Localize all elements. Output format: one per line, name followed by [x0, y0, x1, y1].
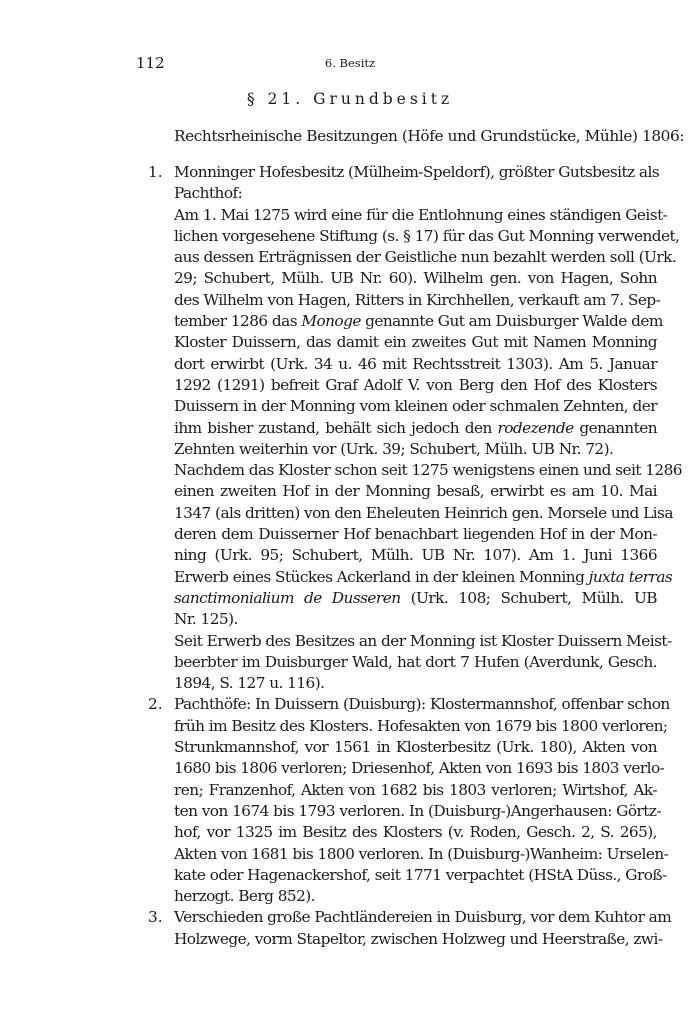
text-line: ren; Franzenhof, Akten von 1682 bis 1803 verloren; Wirtshof, Ak- — [174, 780, 657, 799]
text-line: Pachthöfe: In Duissern (Duisburg): Klostermannshof, offenbar schon — [174, 695, 670, 714]
text-segment: ihm bisher zustand, behält sich jedoch den — [174, 418, 498, 437]
text-line: 1680 bis 1806 verloren; Driesenhof, Akten von 1693 bis 1803 verlo- — [174, 759, 665, 778]
text-line: Kloster Duissern, das damit ein zweites Gut mit Namen Monning — [174, 333, 657, 352]
page-number: 112 — [136, 54, 165, 72]
text-line: des Wilhelm von Hagen, Ritters in Kirchhellen, verkauft am 7. Sep- — [174, 290, 661, 309]
text-line: 1894, S. 127 u. 116). — [174, 674, 325, 693]
italic-term: rodezende — [497, 418, 574, 437]
text-line: beerbter im Duisburger Wald, hat dort 7 Hufen (Averdunk, Gesch. — [174, 652, 657, 671]
section-title: § 21. Grundbesitz — [246, 90, 454, 108]
text-line: lichen vorgesehene Stiftung (s. § 17) für das Gut Monning verwendet, — [174, 226, 680, 245]
text-line: kate oder Hagenackershof, seit 1771 verpachtet (HStA Düss., Groß- — [174, 865, 667, 884]
chapter-heading: 6. Besitz — [324, 56, 376, 70]
list-item-number: 3. — [148, 908, 163, 927]
text-line: aus dessen Erträgnissen der Geistliche nun bezahlt werden soll (Urk. — [174, 248, 677, 267]
text-line — [174, 588, 657, 609]
text-line: Pachthof: — [174, 184, 243, 203]
list-item — [0, 162, 700, 694]
text-segment: tember 1286 das — [174, 312, 302, 331]
text-line: Verschieden große Pachtländereien in Duisburg, vor dem Kuhtor am — [174, 908, 672, 927]
text-line: Akten von 1681 bis 1800 verloren. In (Duisburg-)Wanheim: Urselen- — [174, 844, 669, 863]
text-line: Am 1. Mai 1275 wird eine für die Entlohnung eines ständigen Geist- — [174, 205, 668, 224]
running-head — [0, 54, 700, 74]
list-item — [0, 907, 700, 950]
numbered-list — [0, 162, 700, 950]
text-line: 1347 (als dritten) von den Eheleuten Heinrich gen. Morsele und Lisa — [174, 503, 673, 522]
text-line: Duissern in der Monning vom kleinen oder schmalen Zehnten, der — [174, 397, 657, 416]
text-segment: genannten — [573, 418, 657, 437]
text-segment: Erwerb eines Stückes Ackerland in der kleinen Monning — [174, 567, 589, 586]
italic-term: sanctimonialium de Dusseren — [174, 588, 401, 607]
text-line — [174, 567, 673, 588]
text-line: einen zweiten Hof in der Monning besaß, erwirbt es am 10. Mai — [174, 482, 657, 501]
text-line: Seit Erwerb des Besitzes an der Monning ist Kloster Duissern Meist- — [174, 631, 672, 650]
text-segment: genannte Gut am Duisburger Walde dem — [360, 312, 663, 331]
intro-line: Rechtsrheinische Besitzungen (Höfe und Grundstücke, Mühle) 1806: — [174, 127, 685, 145]
text-line: Monninger Hofesbesitz (Mülheim-Speldorf), größter Gutsbesitz als — [174, 163, 660, 181]
text-line: Strunkmannshof, vor 1561 in Klosterbesitz (Urk. 180), Akten von — [174, 738, 657, 757]
text-line: ning (Urk. 95; Schubert, Mülh. UB Nr. 107). Am 1. Juni 1366 — [174, 546, 657, 565]
text-line: deren dem Duisserner Hof benachbart liegenden Hof in der Mon- — [174, 525, 657, 544]
text-line: ten von 1674 bis 1793 verloren. In (Duisburg-)Angerhausen: Görtz- — [174, 801, 661, 820]
text-line: dort erwirbt (Urk. 34 u. 46 mit Rechtsstreit 1303). Am 5. Januar — [174, 354, 657, 373]
text-line — [174, 311, 663, 332]
text-line: 29; Schubert, Mülh. UB Nr. 60). Wilhelm gen. von Hagen, Sohn — [174, 269, 657, 288]
list-item-number: 2. — [148, 695, 163, 714]
text-line: Holzwege, vorm Stapeltor, zwischen Holzweg und Heerstraße, zwi- — [174, 929, 663, 948]
text-line: früh im Besitz des Klosters. Hofesakten von 1679 bis 1800 verloren; — [174, 716, 668, 735]
list-item — [0, 694, 700, 907]
text-line — [174, 418, 657, 439]
italic-term: juxta terras — [588, 567, 673, 586]
text-line: Zehnten weiterhin vor (Urk. 39; Schubert, Mülh. UB Nr. 72). — [174, 439, 614, 458]
list-item-number: 1. — [148, 163, 163, 181]
text-line: Nachdem das Kloster schon seit 1275 wenigstens einen und seit 1286 — [174, 461, 682, 480]
italic-term: Monoge — [301, 312, 361, 331]
text-line: 1292 (1291) befreit Graf Adolf V. von Berg den Hof des Klosters — [174, 375, 657, 394]
text-line: Nr. 125). — [174, 610, 238, 629]
text-line: hof, vor 1325 im Besitz des Klosters (v. Roden, Gesch. 2, S. 265), — [174, 823, 657, 842]
text-line: herzogt. Berg 852). — [174, 887, 315, 906]
text-segment: (Urk. 108; Schubert, Mülh. UB — [400, 588, 657, 607]
